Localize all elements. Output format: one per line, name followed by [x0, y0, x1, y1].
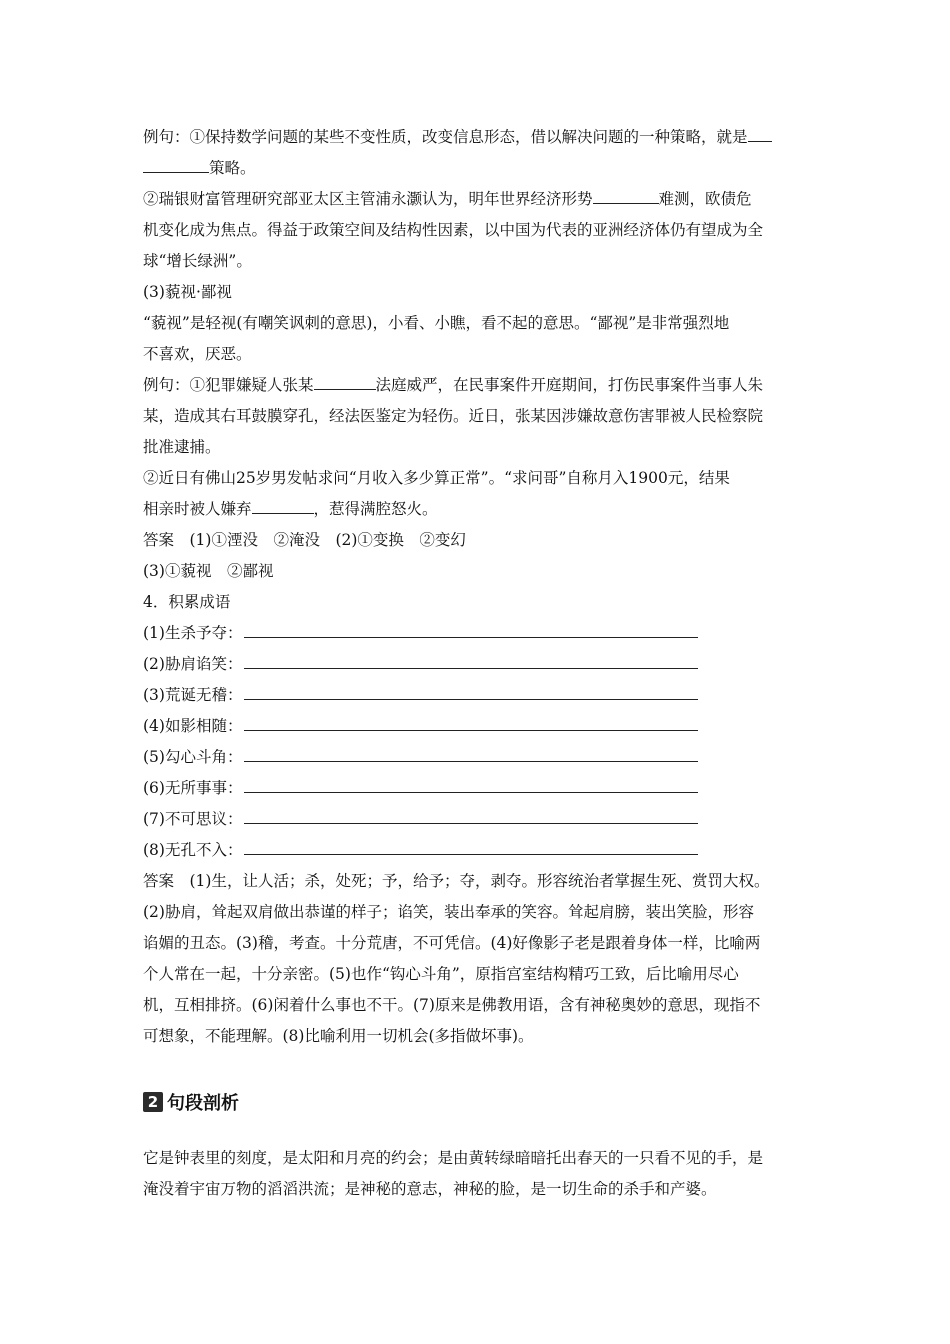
- answer-blank: [244, 651, 698, 669]
- text: ②瑞银财富管理研究部亚太区主管浦永灏认为，明年世界经济形势: [143, 190, 593, 208]
- idiom-row: [143, 711, 815, 742]
- idioms-heading: 4．积累成语: [143, 593, 231, 611]
- item3-example-1: [143, 370, 815, 401]
- text: 法庭威严，在民事案件开庭期间，打伤民事案件当事人朱: [375, 376, 764, 394]
- section-heading: [143, 1089, 239, 1115]
- item3-definition-2: 不喜欢，厌恶。: [143, 345, 252, 363]
- idiom-row: [143, 773, 815, 804]
- idiom-row: [143, 742, 815, 773]
- item3-example-2: 某，造成其右耳鼓膜穿孔，经法医鉴定为轻伤。近日，张某因涉嫌故意伤害罪被人民检察院: [143, 407, 764, 425]
- idiom-answer-line: 答案 (1)生，让人活；杀，处死；予，给予；夺，剥夺。形容统治者掌握生死、赏罚大权。: [143, 872, 770, 890]
- idiom-answer-line: 个人常在一起，十分亲密。(5)也作“钩心斗角”，原指宫室结构精巧工致，后比喻用尽心: [143, 965, 739, 983]
- idiom-answer-line: 可想象，不能理解。(8)比喻利用一切机会(多指做坏事)。: [143, 1027, 534, 1045]
- answer-line-1: 答案 (1)①湮没 ②淹没 (2)①变换 ②变幻: [143, 531, 466, 549]
- item3-example-3: 批准逮捕。: [143, 438, 221, 456]
- text: ，惹得满腔怒火。: [313, 500, 438, 518]
- text: 难测，欧债危: [658, 190, 752, 208]
- answer-blank: [244, 713, 698, 731]
- answer-blank: [244, 620, 698, 638]
- idiom-label: (6)无所事事：: [143, 779, 243, 797]
- idiom-answer-line: (2)胁肩，耸起双肩做出恭谨的样子；谄笑，装出奉承的笑容。耸起肩膀，装出笑脸，形容: [143, 903, 754, 921]
- idiom-row: [143, 835, 815, 866]
- answer-blank: [244, 837, 698, 855]
- idiom-answer-line: 机，互相排挤。(6)闲着什么事也不干。(7)原来是佛教用语，含有神秘奥妙的意思，现指不: [143, 996, 761, 1014]
- fill-blank: [748, 124, 772, 142]
- idiom-label: (2)胁肩谄笑：: [143, 655, 243, 673]
- idiom-row: [143, 618, 815, 649]
- fill-blank: [314, 372, 376, 390]
- passage: [143, 1143, 815, 1205]
- text: 相亲时被人嫌弃: [143, 500, 252, 518]
- answer-blank: [244, 806, 698, 824]
- answer-line-2: (3)①藐视 ②鄙视: [143, 562, 274, 580]
- text: 例句：①保持数学问题的某些不变性质，改变信息形态，借以解决问题的一种策略，就是: [143, 128, 748, 146]
- idiom-label: (7)不可思议：: [143, 810, 243, 828]
- fill-blank: [593, 186, 659, 204]
- example-line-4: 机变化成为焦点。得益于政策空间及结构性因素，以中国为代表的亚洲经济体仍有望成为全: [143, 221, 764, 239]
- passage-line-2: 淹没着宇宙万物的滔滔洪流；是神秘的意志，神秘的脸，是一切生命的杀手和产婆。: [143, 1180, 717, 1198]
- idiom-row: [143, 680, 815, 711]
- example-line-2: [143, 153, 815, 184]
- item3-title: (3)藐视·鄙视: [143, 283, 232, 301]
- idiom-label: (3)荒诞无稽：: [143, 686, 243, 704]
- idiom-answer-line: 谄媚的丑态。(3)稽，考查。十分荒唐，不可凭信。(4)好像影子老是跟着身体一样，比喻两: [143, 934, 761, 952]
- fill-blank: [143, 155, 209, 173]
- text: 策略。: [209, 159, 256, 177]
- text: 例句：①犯罪嫌疑人张某: [143, 376, 314, 394]
- item3-example-4: ②近日有佛山25岁男发帖求问“月收入多少算正常”。“求问哥”自称月入1900元，结果: [143, 469, 730, 487]
- idiom-row: [143, 804, 815, 835]
- document-body: [143, 122, 815, 1052]
- answer-blank: [244, 682, 698, 700]
- idiom-row: [143, 649, 815, 680]
- example-line-3: [143, 184, 815, 215]
- passage-line-1: 它是钟表里的刻度，是太阳和月亮的约会；是由黄转绿暗暗托出春天的一只看不见的手，是: [143, 1149, 764, 1167]
- idiom-label: (5)勾心斗角：: [143, 748, 243, 766]
- answer-blank: [244, 775, 698, 793]
- answer-blank: [244, 744, 698, 762]
- example-line-5: 球“增长绿洲”。: [143, 252, 252, 270]
- idiom-label: (1)生杀予夺：: [143, 624, 243, 642]
- idiom-label: (8)无孔不入：: [143, 841, 243, 859]
- section-number-badge: 2: [143, 1092, 163, 1112]
- item3-example-5: [143, 494, 815, 525]
- example-line-1: [143, 122, 815, 153]
- item3-definition-1: “藐视”是轻视(有嘲笑讽刺的意思)，小看、小瞧，看不起的意思。“鄙视”是非常强烈地: [143, 314, 730, 332]
- fill-blank: [252, 496, 314, 514]
- idiom-label: (4)如影相随：: [143, 717, 243, 735]
- section-title: 句段剖析: [167, 1093, 239, 1114]
